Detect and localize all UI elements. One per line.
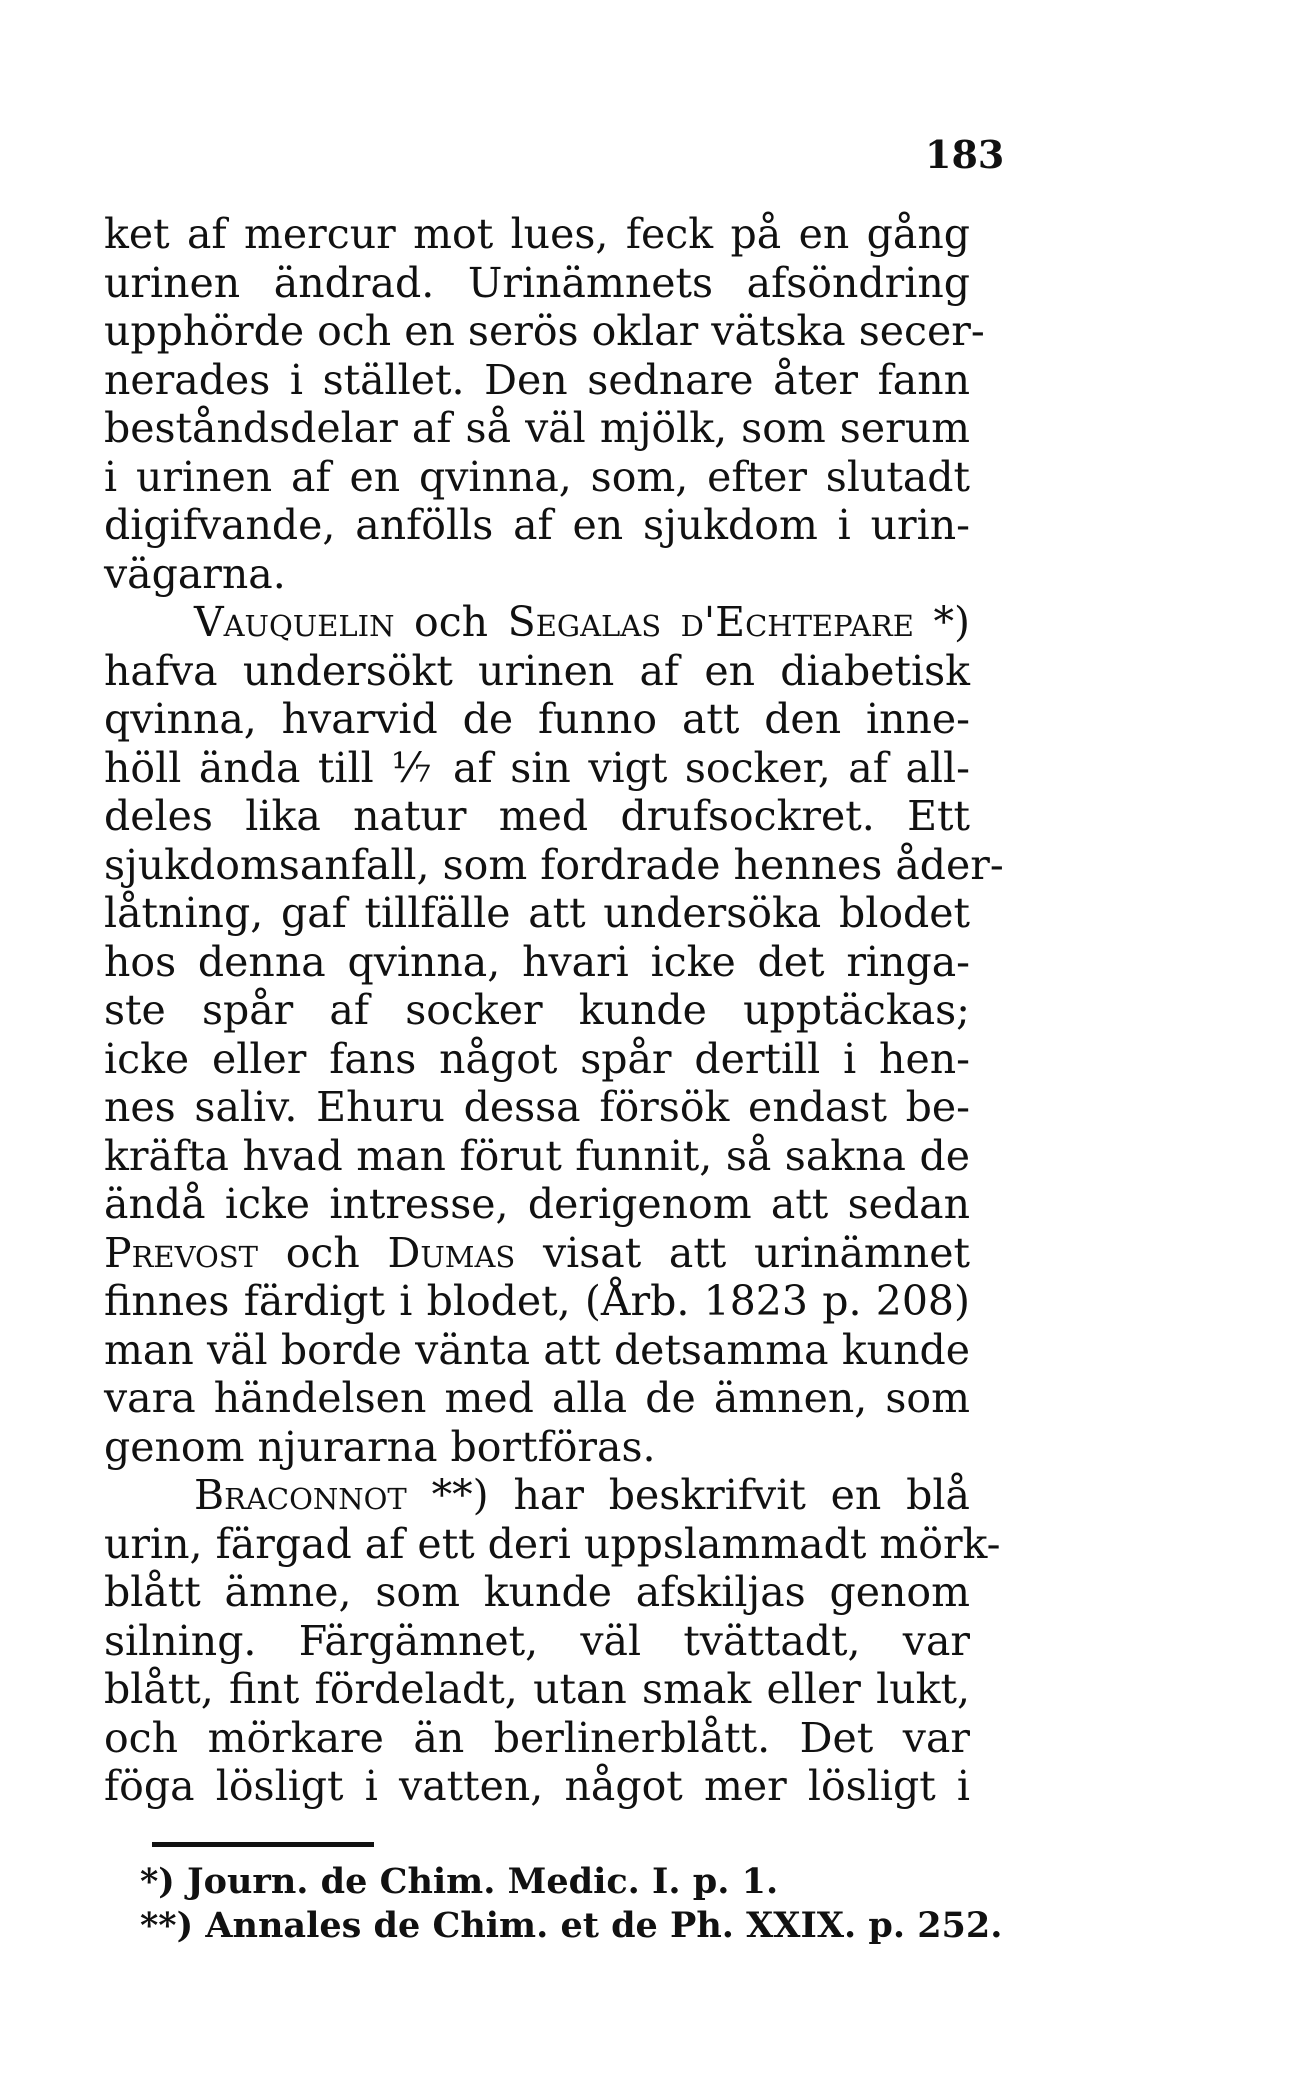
text-line: deles lika natur med drufsockret. Ett: [104, 792, 970, 840]
conjunction: och: [285, 1228, 360, 1277]
text-line: urin, färgad af ett deri uppslammadt mörk-: [104, 1519, 1001, 1568]
text-line: ket af mercur mot lues, feck på en gång: [104, 210, 970, 258]
footnote: **) Annales de Chim. et de Ph. XXIX. p. 252.: [140, 1905, 1003, 1946]
text-line: nes saliv. Ehuru dessa försök endast be-: [104, 1083, 970, 1131]
text-line: urinen ändrad. Urinämnets afsöndring: [104, 258, 970, 307]
author-name: Prevost: [104, 1228, 259, 1277]
author-name: Braconnot: [194, 1471, 407, 1519]
footnote-ref: **): [431, 1471, 489, 1519]
text-line: hos denna qvinna, hvari icke det ringa-: [104, 937, 970, 986]
text-line: och mörkare än berlinerblått. Det var: [104, 1713, 970, 1762]
author-name: Segalas d'Echtepare: [507, 598, 914, 646]
text-line: låtning, gaf tillfälle att undersöka blodet: [104, 889, 970, 937]
text-line: blått ämne, som kunde afskiljas genom: [104, 1568, 970, 1616]
text-line: föga lösligt i vatten, något mer lösligt i: [104, 1762, 970, 1810]
text-line: blått, fint fördeladt, utan smak eller lukt,: [104, 1665, 970, 1713]
author-name: Dumas: [387, 1228, 516, 1277]
footnote: *) Journ. de Chim. Medic. I. p. 1.: [140, 1861, 779, 1902]
footnotes: [140, 1860, 1003, 1948]
footnote-ref: *): [933, 598, 970, 646]
conjunction: och: [414, 598, 489, 646]
text-line: nerades i stället. Den sednare åter fann: [104, 355, 970, 404]
paragraph-first-line: [104, 1471, 970, 1520]
text-fragment: visat att urinämnet: [542, 1228, 970, 1277]
text-line: vägarna.: [104, 549, 286, 598]
footnote-divider: [152, 1842, 374, 1847]
text-line: icke eller fans något spår dertill i hen-: [104, 1034, 970, 1083]
text-line: höll ända till ⅐ af sin vigt socker, af all-: [104, 743, 970, 792]
text-line: hafva undersökt urinen af en diabetisk: [104, 646, 970, 695]
text-line: vara händelsen med alla de ämnen, som: [104, 1374, 970, 1422]
text-line: man väl borde vänta att detsamma kunde: [104, 1325, 970, 1374]
text-line: beståndsdelar af så väl mjölk, som serum: [104, 404, 970, 452]
text-line: genom njurarna bortföras.: [104, 1422, 656, 1471]
page-number: 183: [925, 132, 1005, 177]
text-line: [104, 1229, 970, 1278]
text-line: ändå icke intresse, derigenom att sedan: [104, 1180, 970, 1228]
body-text: [104, 210, 1004, 1811]
text-line: upphörde och en serös oklar vätska secer-: [104, 307, 985, 355]
text-line: sjukdomsanfall, som fordrade hennes åder-: [104, 840, 1004, 889]
author-name: Vauquelin: [194, 598, 395, 646]
text-line: i urinen af en qvinna, som, efter slutadt: [104, 452, 970, 501]
text-line: digifvande, anfölls af en sjukdom i urin-: [104, 501, 970, 549]
text-line: qvinna, hvarvid de funno att den inne-: [104, 695, 970, 743]
paragraph-first-line: [104, 598, 970, 647]
text-line: kräfta hvad man förut funnit, så sakna de: [104, 1131, 970, 1180]
text-line: ste spår af socker kunde upptäckas;: [104, 986, 970, 1034]
text-line: silning. Färgämnet, väl tvättadt, var: [104, 1616, 970, 1665]
text-line: finnes färdigt i blodet, (Årb. 1823 p. 208): [104, 1277, 970, 1325]
text-fragment: har beskrifvit en blå: [513, 1471, 970, 1519]
